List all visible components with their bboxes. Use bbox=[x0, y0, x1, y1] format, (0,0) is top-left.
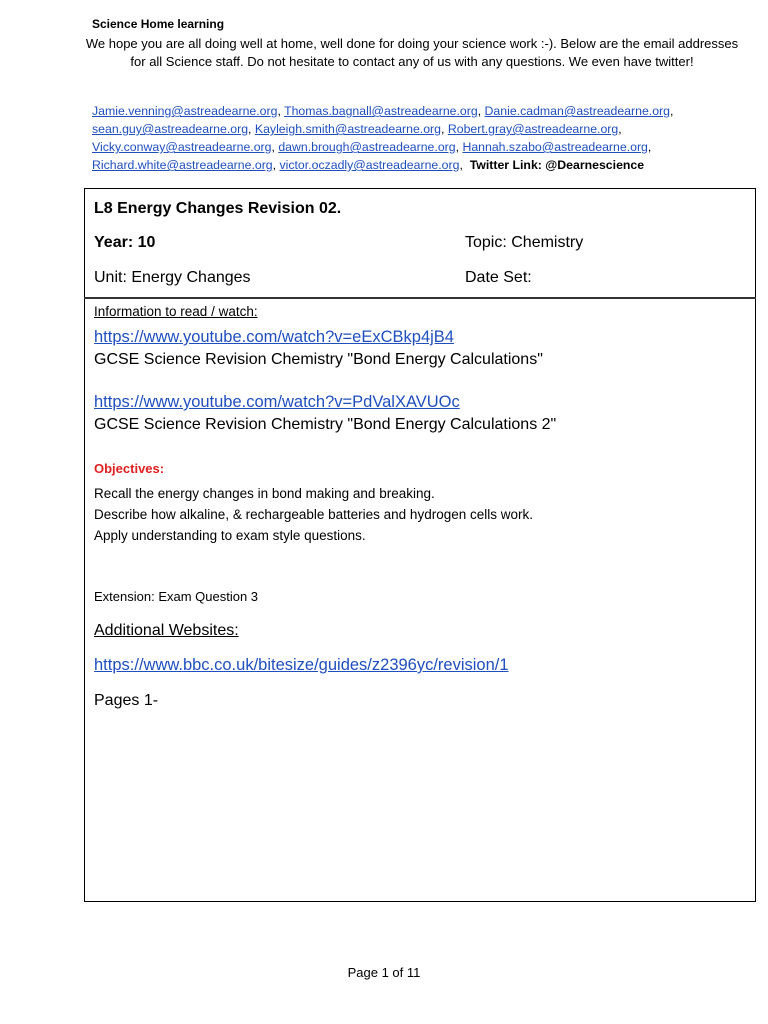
email-link[interactable]: Hannah.szabo@astreadearne.org bbox=[462, 140, 648, 154]
extension-text: Extension: Exam Question 3 bbox=[94, 589, 259, 604]
staff-email-list: Jamie.venning@astreadearne.org, Thomas.bagnall@astreadearne.org, Danie.cadman@astreadearne.org, sean.guy@astreadearne.org, Kayleigh.smith@astreadearne.org, Robert.gray@astreadearne.org, Vicky.conway@astreadearne.org, dawn.brough@astreadearne.org, Hannah.szabo@astreadearne.org, Richard.white@astreadearne.org, victor.oczadly@astreadearne.org, Twitter Link: @Dearnescience bbox=[92, 104, 674, 172]
email-link[interactable]: Richard.white@astreadearne.org bbox=[92, 158, 273, 172]
objective-item: Recall the energy changes in bond making and breaking. bbox=[94, 486, 435, 501]
page-number: Page 1 of 11 bbox=[347, 965, 421, 980]
objective-item: Apply understanding to exam style questions. bbox=[94, 528, 366, 543]
twitter-link: Twitter Link: @Dearnescience bbox=[469, 158, 645, 172]
additional-websites-heading: Additional Websites: bbox=[94, 622, 239, 639]
email-link[interactable]: Robert.gray@astreadearne.org bbox=[447, 122, 619, 136]
email-link[interactable]: victor.oczadly@astreadearne.org bbox=[279, 158, 460, 172]
video-title-1: GCSE Science Revision Chemistry "Bond Energy Calculations" bbox=[94, 351, 543, 368]
topic-label: Topic: Chemistry bbox=[465, 234, 584, 251]
video-link-2[interactable]: https://www.youtube.com/watch?v=PdValXAVUOc bbox=[94, 393, 460, 411]
objectives-heading: Objectives: bbox=[94, 461, 165, 476]
email-link[interactable]: Danie.cadman@astreadearne.org bbox=[484, 104, 670, 118]
email-link[interactable]: Jamie.venning@astreadearne.org bbox=[92, 104, 278, 118]
unit-label: Unit: Energy Changes bbox=[94, 269, 251, 286]
header-divider bbox=[84, 297, 756, 299]
video-link-1[interactable]: https://www.youtube.com/watch?v=eExCBkp4jB4 bbox=[94, 328, 454, 346]
header-title: Science Home learning bbox=[92, 17, 225, 31]
email-link[interactable]: dawn.brough@astreadearne.org bbox=[278, 140, 456, 154]
date-set-label: Date Set: bbox=[465, 269, 532, 286]
year-label: Year: 10 bbox=[94, 234, 156, 251]
email-link[interactable]: Thomas.bagnall@astreadearne.org bbox=[284, 104, 478, 118]
objective-item: Describe how alkaline, & rechargeable batteries and hydrogen cells work. bbox=[94, 507, 533, 522]
video-title-2: GCSE Science Revision Chemistry "Bond Energy Calculations 2" bbox=[94, 416, 557, 433]
intro-text: We hope you are all doing well at home, well done for doing your science work :-). Below are the email addresses for all Science staff. Do not hesitate to contact any of us with any questions. We even have twitter! bbox=[85, 36, 739, 69]
bbc-bitesize-link[interactable]: https://www.bbc.co.uk/bitesize/guides/z2396yc/revision/1 bbox=[94, 656, 509, 674]
email-link[interactable]: sean.guy@astreadearne.org bbox=[92, 122, 249, 136]
email-link[interactable]: Kayleigh.smith@astreadearne.org bbox=[254, 122, 441, 136]
objectives-list bbox=[94, 483, 533, 546]
email-link[interactable]: Vicky.conway@astreadearne.org bbox=[92, 140, 272, 154]
info-heading: Information to read / watch: bbox=[94, 304, 258, 319]
pages-label: Pages 1- bbox=[94, 692, 159, 709]
lesson-title: L8 Energy Changes Revision 02. bbox=[94, 200, 342, 217]
